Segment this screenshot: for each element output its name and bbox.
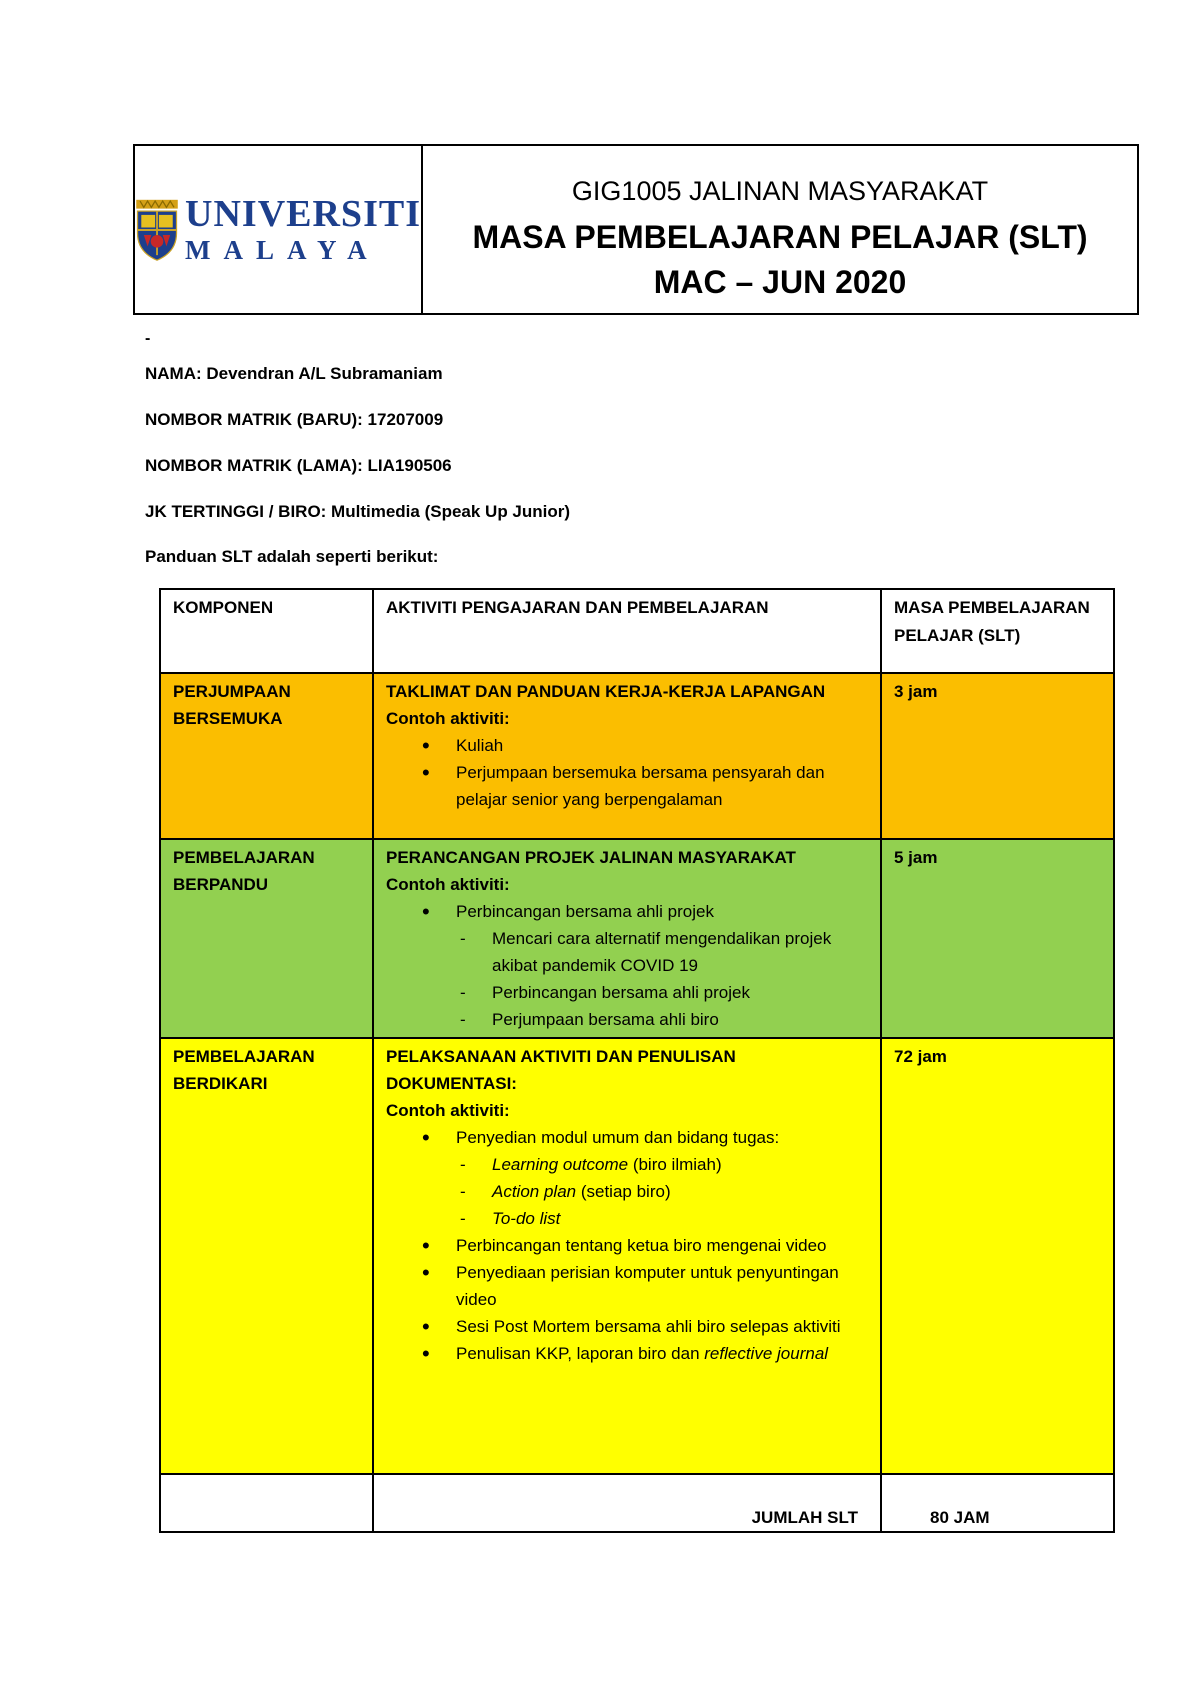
list-item-text: Penyedian modul umum dan bidang tugas:	[456, 1128, 780, 1147]
period-title: MAC – JUN 2020	[653, 264, 907, 300]
info-guide: Panduan SLT adalah seperti berikut:	[145, 547, 439, 566]
sub-list-item	[456, 1205, 868, 1232]
header-box	[133, 144, 1139, 315]
dash-mark: -	[145, 330, 151, 347]
table-header-row	[160, 589, 1114, 673]
info-jk: JK TERTINGGI / BIRO: Multimedia (Speak Up Junior)	[145, 502, 571, 521]
italic-text: Action plan	[492, 1182, 577, 1201]
total-value: 80 JAM	[930, 1508, 990, 1527]
plain-text: (biro ilmiah)	[628, 1155, 722, 1174]
activity-title: PERANCANGAN PROJEK JALINAN MASYARAKAT	[386, 848, 796, 867]
logo	[135, 146, 423, 313]
list-item: • Penyediaan perisian komputer untuk penyuntingan video	[386, 1259, 868, 1313]
title-cell	[423, 146, 1137, 313]
activity-list	[386, 1124, 868, 1367]
komponen-cell: PEMBELAJARAN BERDIKARI	[160, 1038, 373, 1474]
header-masa: MASA PEMBELAJARAN PELAJAR (SLT)	[881, 589, 1114, 673]
activity-title: PELAKSANAAN AKTIVITI DAN PENULISAN DOKUMENTASI:	[386, 1047, 736, 1093]
contoh-label: Contoh aktiviti:	[386, 1101, 510, 1120]
logo-line1: UNIVERSITI	[185, 193, 421, 235]
italic-text: Learning outcome	[492, 1155, 629, 1174]
sub-list-item: - Mencari cara alternatif mengendalikan projek akibat pandemik COVID 19	[456, 925, 868, 979]
komponen-cell: PEMBELAJARAN BERPANDU	[160, 839, 373, 1038]
header-komponen: KOMPONEN	[160, 589, 373, 673]
info-matrik-baru: NOMBOR MATRIK (BARU): 17207009	[145, 410, 444, 429]
masa-cell: 3 jam	[881, 673, 1114, 839]
list-item	[386, 898, 868, 1033]
table-row	[160, 673, 1114, 839]
list-item: • Perjumpaan bersemuka bersama pensyarah dan pelajar senior yang berpengalaman	[386, 759, 868, 813]
komponen-cell: PERJUMPAAN BERSEMUKA	[160, 673, 373, 839]
italic-text: To-do list	[492, 1209, 561, 1228]
table-row	[160, 1038, 1114, 1474]
masa-cell: 5 jam	[881, 839, 1114, 1038]
total-value-cell	[881, 1474, 1114, 1532]
sub-list	[456, 1151, 868, 1232]
total-label-cell	[373, 1474, 881, 1532]
contoh-label: Contoh aktiviti:	[386, 709, 510, 728]
list-item: • Sesi Post Mortem bersama ahli biro selepas aktiviti	[386, 1313, 868, 1340]
activity-list	[386, 732, 868, 813]
total-label: JUMLAH SLT	[751, 1508, 858, 1527]
activity-title: TAKLIMAT DAN PANDUAN KERJA-KERJA LAPANGAN	[386, 682, 826, 701]
activity-list	[386, 898, 868, 1033]
aktiviti-cell	[373, 673, 881, 839]
info-matrik-lama: NOMBOR MATRIK (LAMA): LIA190506	[145, 456, 452, 475]
list-item-text: Perbincangan bersama ahli projek	[456, 902, 714, 921]
sub-list	[456, 925, 868, 1033]
logo-line2: MALAYA	[185, 235, 380, 265]
slt-table	[159, 588, 1115, 1533]
masa-cell: 72 jam	[881, 1038, 1114, 1474]
course-title: GIG1005 JALINAN MASYARAKAT	[571, 176, 989, 206]
sub-list-item: - Perjumpaan bersama ahli biro	[456, 1006, 868, 1033]
table-row	[160, 839, 1114, 1038]
contoh-label: Contoh aktiviti:	[386, 875, 510, 894]
aktiviti-cell	[373, 839, 881, 1038]
plain-text: (setiap biro)	[576, 1182, 671, 1201]
plain-text: Penulisan KKP, laporan biro dan	[456, 1344, 705, 1363]
sub-list-item	[456, 1178, 868, 1205]
sub-list-item	[456, 1151, 868, 1178]
page-title: MASA PEMBELAJARAN PELAJAR (SLT)	[472, 219, 1088, 255]
list-item: • Kuliah	[386, 732, 868, 759]
sub-list-item: - Perbincangan bersama ahli projek	[456, 979, 868, 1006]
university-crest-icon	[135, 180, 179, 280]
info-nama: NAMA: Devendran A/L Subramaniam	[145, 364, 443, 383]
list-item: • Perbincangan tentang ketua biro mengenai video	[386, 1232, 868, 1259]
list-item	[386, 1340, 868, 1367]
empty-cell	[160, 1474, 373, 1532]
total-row	[160, 1474, 1114, 1532]
aktiviti-cell	[373, 1038, 881, 1474]
italic-text: reflective journal	[704, 1344, 829, 1363]
header-aktiviti: AKTIVITI PENGAJARAN DAN PEMBELAJARAN	[373, 589, 881, 673]
list-item	[386, 1124, 868, 1232]
